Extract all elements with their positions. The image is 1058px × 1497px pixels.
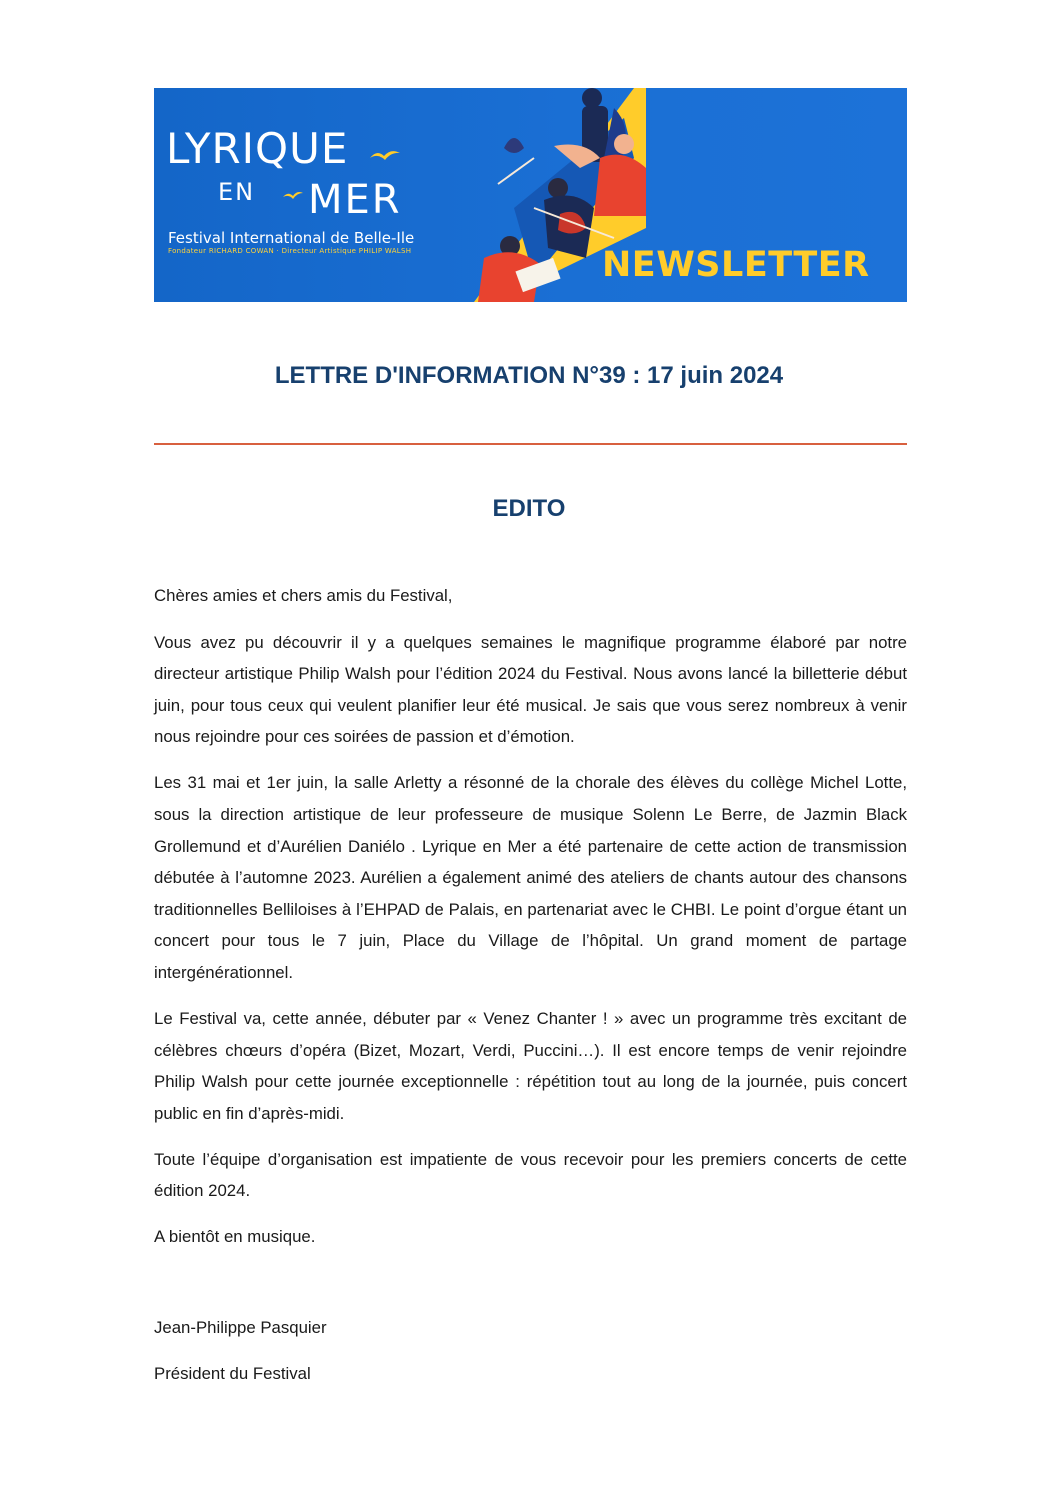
newsletter-banner: [154, 88, 907, 302]
seagull-icon: [368, 146, 402, 164]
edito-paragraph: Les 31 mai et 1er juin, la salle Arletty a résonné de la chorale des élèves du collège Michel Lotte, sous la direction artistique de leur professeure de musique Solenn Le Berre, de Jazmin Black Grollemund et d’Aurélien Daniélo . Lyrique en Mer a été partenaire de cette action de transmission débutée à l’automne 2023. Aurélien a également animé des ateliers de chants autour des chansons traditionnelles Belliloises à l’EHPAD de Palais, en partenariat avec le CHBI. Le point d’orgue étant un concert pour tous le 7 juin, Place du Village de l’hôpital. Un grand moment de partage intergénérationnel.: [154, 773, 907, 982]
edito-paragraph: Vous avez pu découvrir il y a quelques semaines le magnifique programme élaboré par notre directeur artistique Philip Walsh pour l’édition 2024 du Festival. Nous avons lancé la billetterie début juin, pour tous ceux qui veulent planifier leur été musical. Je sais que vous serez nombreux à venir nous rejoindre pour ces soirées de passion et d’émotion.: [154, 632, 907, 747]
title-divider: [154, 443, 907, 445]
logo-title-mer: MER: [308, 177, 402, 223]
newsletter-label: NEWSLETTER: [602, 245, 870, 285]
edito-closing: A bientôt en musique.: [154, 1227, 316, 1247]
page-title: LETTRE D'INFORMATION N°39 : 17 juin 2024: [274, 362, 784, 389]
edito-paragraph: Le Festival va, cette année, débuter par « Venez Chanter ! » avec un programme très excitant de célèbres chœurs d’opéra (Bizet, Mozart, Verdi, Puccini…). Il est encore temps de venir rejoindre Philip Walsh pour cette journée exceptionnelle : répétition tout au long de la journée, puis concert public en fin d’après-midi.: [154, 1008, 907, 1123]
logo-credits: Fondateur RICHARD COWAN · Directeur Artistique PHILIP WALSH: [168, 247, 412, 255]
edito-greeting: Chères amies et chers amis du Festival,: [154, 586, 453, 605]
edito-body: [154, 580, 907, 1267]
edito-paragraph: Toute l’équipe d’organisation est impatiente de vous recevoir pour les premiers concerts de cette édition 2024.: [154, 1149, 907, 1201]
logo-title-lyrique: LYRIQUE: [166, 124, 349, 173]
signature-name: Jean-Philippe Pasquier: [154, 1318, 327, 1337]
logo-subtitle: Festival International de Belle-Ile: [168, 229, 415, 247]
edito-heading: EDITO: [492, 495, 566, 522]
logo-en: EN: [218, 178, 256, 206]
seagull-icon-small: [282, 189, 304, 201]
signature-block: [154, 1315, 327, 1387]
signature-role: Président du Festival: [154, 1364, 311, 1383]
